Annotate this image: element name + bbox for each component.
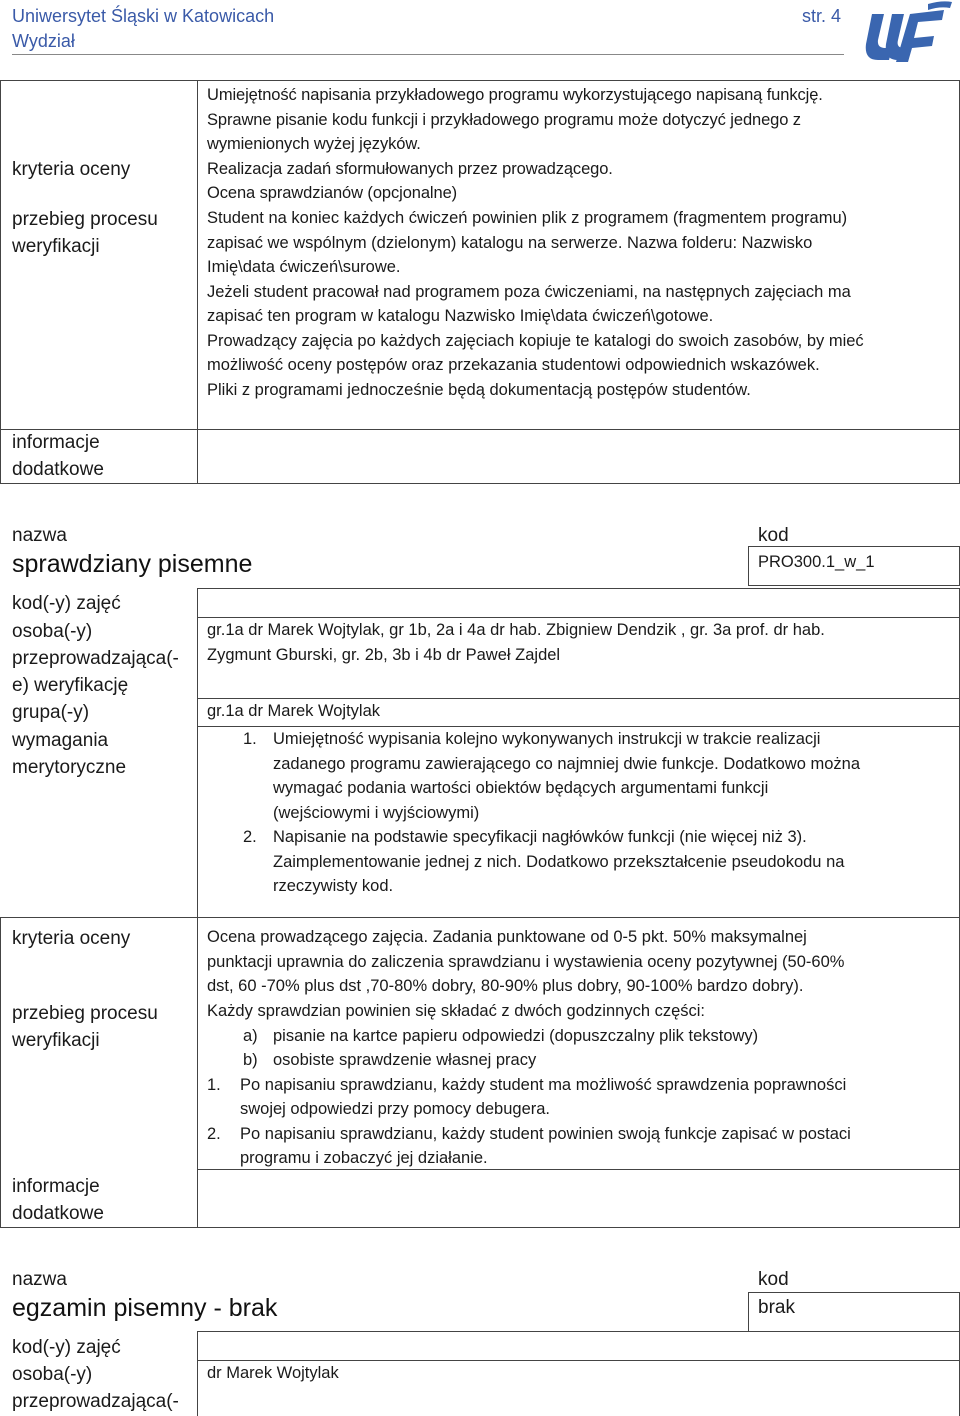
department-name: Wydział	[12, 31, 75, 51]
s2-przebieg-text: Każdy sprawdzian powinien się składać z dwóch godzinnych części: a) pisanie na kartce papieru odpowiedzi (dopuszczalny plik tekstowy) b) osobiste sprawdzenie własnej pracy 1. Po napisaniu sprawdzianu, każdy student ma możliwość sprawdzenia poprawności swojej odpowiedzi przy pomocy debugera. 2. Po napisaniu sprawdzianu, każdy student powinien swoją funkcje zapisać w postaci programu i zobaczyć jej działanie.	[207, 999, 952, 1171]
wymagania-item: 2. Napisanie na podstawie specyfikacji nagłówków funkcji (nie więcej niż 3). Zaimplementowanie jednej z nich. Dodatkowo przekształcenie pseudokodu na rzeczywisty kod.	[243, 828, 845, 895]
s2-kod-label: kod	[758, 525, 789, 546]
przebieg-sub-item: b) osobiste sprawdzenie własnej pracy	[243, 1051, 537, 1069]
university-name: Uniwersytet Śląski w Katowicach	[12, 6, 275, 26]
kryteria-oceny-label: kryteria oceny	[12, 159, 131, 180]
przebieg-step: 2. Po napisaniu sprawdzianu, każdy student powinien swoją funkcje zapisać w postaci programu i zobaczyć jej działanie.	[207, 1124, 851, 1167]
s3-kod-label: kod	[758, 1269, 789, 1290]
s2-osoba-label: osoba(-y) przeprowadzająca(-e) weryfikację	[12, 621, 179, 696]
s2-kod-zajec-label: kod(-y) zajęć	[12, 593, 121, 614]
s3-osoba-value: dr Marek Wojtylak	[207, 1364, 339, 1382]
s2-osoba-text: gr.1a dr Marek Wojtylak, gr 1b, 2a i 4a dr hab. Zbigniew Dendzik , gr. 3a prof. dr hab. Zygmunt Gburski, gr. 2b, 3b i 4b dr Paweł Zajdel	[207, 621, 825, 664]
s1-przebieg-text: Student na koniec każdych ćwiczeń powinien plik z programem (fragmentem programu) zapisać we wspólnym (dzielonym) katalogu na serwerze. Nazwa folderu: Nazwisko Imię\data ćwiczeń\surowe. Jeżeli student pracował nad programem poza ćwiczeniami, na następnych zajęciach ma zapisać ten program w katalogu Nazwisko Imię\data ćwiczeń\gotowe. Prowadzący zajęcia po każdych zajęciach kopiuje te katalogi do swoich zasobów, by mieć możliwość oceny postępów oraz przekazania studentowi odpowiednich wskazówek. Pliki z programami jednocześnie będą dokumentacją postępów studentów.	[207, 209, 864, 399]
s3-title: egzamin pisemny - brak	[12, 1294, 278, 1322]
s2-grupa-value: gr.1a dr Marek Wojtylak	[207, 702, 381, 720]
s2-nazwa-label: nazwa	[12, 525, 67, 546]
przebieg-step: 1. Po napisaniu sprawdzianu, każdy student ma możliwość sprawdzenia poprawności swojej odpowiedzi przy pomocy debugera.	[207, 1075, 847, 1118]
s3-kod-zajec-cell	[197, 1331, 960, 1361]
s1-info-content-cell	[197, 429, 960, 484]
s2-kod-value: PRO300.1_w_1	[758, 553, 875, 571]
s3-kod-value: brak	[758, 1297, 795, 1318]
s3-kod-zajec-label: kod(-y) zajęć	[12, 1337, 121, 1358]
wymagania-item: 1. Umiejętność wypisania kolejno wykonywanych instrukcji w trakcie realizacji zadanego programu zawierającego co najmniej dwie funkcje. Dodatkowo można wymagać podania wartości obiektów będących argumentami funkcji (wejściowymi i wyjściowymi)	[243, 730, 860, 822]
s3-osoba-label: osoba(-y) przeprowadzająca(-	[12, 1364, 179, 1412]
header-divider	[12, 54, 844, 55]
s2-wymagania-label: wymagania merytoryczne	[12, 730, 127, 778]
s2-info-label: informacje dodatkowe	[12, 1176, 104, 1224]
s2-grupa-label: grupa(-y)	[12, 702, 90, 723]
s3-nazwa-label: nazwa	[12, 1269, 67, 1290]
s2-kryteria-label: kryteria oceny	[12, 928, 131, 949]
s2-title: sprawdziany pisemne	[12, 550, 253, 578]
s2-wymagania-list	[207, 727, 952, 899]
s2-kod-zajec-cell	[197, 588, 960, 618]
university-logo	[858, 0, 954, 66]
s2-przebieg-label: przebieg procesu weryfikacji	[12, 1003, 158, 1051]
informacje-dodatkowe-label: informacje dodatkowe	[12, 432, 104, 480]
page-header	[0, 0, 960, 58]
page-number: str. 4	[802, 6, 842, 26]
przebieg-sub-item: a) pisanie na kartce papieru odpowiedzi (dopuszczalny plik tekstowy)	[243, 1026, 759, 1045]
s1-kryteria-text: Umiejętność napisania przykładowego programu wykorzystującego napisaną funkcję. Sprawne pisanie kodu funkcji i przykładowego programu może dotyczyć jednego z wymienionych wyżej języków. Realizacja zadań sformułowanych przez prowadzącego. Ocena sprawdzianów (opcjonalne)	[207, 86, 823, 202]
przebieg-procesu-label: przebieg procesu weryfikacji	[12, 209, 158, 257]
s2-info-cell	[197, 1169, 960, 1228]
s2-kryteria-text: Ocena prowadzącego zajęcia. Zadania punktowane od 0-5 pkt. 50% maksymalnej punktacji uprawnia do zaliczenia sprawdzianu i wystawienia oceny pozytywnej (50-60% dst, 60 -70% plus dst ,70-80% dobry, 80-90% plus dobry, 90-100% bardzo dobry).	[207, 928, 845, 995]
